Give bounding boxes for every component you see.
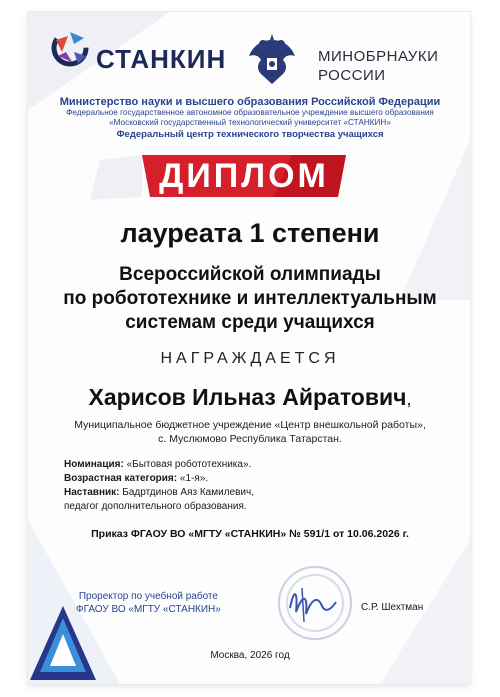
order-reference: Приказ ФГАОУ ВО «МГТУ «СТАНКИН» № 591/1 от 10.06.2026 г. [91, 528, 409, 540]
diploma-title: ДИПЛОМ [159, 157, 329, 195]
award-details [64, 458, 254, 514]
ministry-short-name: МИНОБРНАУКИ РОССИИ [318, 48, 439, 84]
school-info: Муниципальное бюджетное учреждение «Центр внешкольной работы», с. Муслюмово Республика Татарстан. [74, 419, 426, 445]
recipient-name: Харисов Ильназ Айратович, [88, 384, 412, 410]
ministry-name: Министерство науки и высшего образования Российской Федерации [59, 96, 441, 108]
organization-block [40, 96, 460, 140]
handwritten-signature [282, 578, 342, 628]
signatory-name: С.Р. Шехтман [361, 602, 424, 613]
degree-title: лауреата 1 степени [120, 218, 380, 248]
stankin-logo-icon [48, 22, 96, 70]
diploma-banner [142, 155, 346, 197]
city-and-year: Москва, 2026 год [210, 650, 290, 661]
coat-of-arms-icon [243, 30, 301, 88]
stankin-logo-text: СТАНКИН [96, 44, 227, 74]
age-category-line: Возрастная категория: «1-я». [64, 473, 209, 484]
mentor-position: педагог дополнительного образования. [64, 501, 247, 512]
triangle-logo-icon [28, 604, 98, 684]
awarded-label: НАГРАЖДАЕТСЯ [160, 350, 340, 367]
center-name: Федеральный центр технического творчества учащихся [116, 129, 384, 140]
university-line-1: Федеральное государственное автономное образовательное учреждение высшего образования [66, 108, 434, 117]
olympiad-name: Всероссийской олимпиады по робототехнике и интеллектуальным системам среди учащихся [63, 264, 437, 333]
nomination-line: Номинация: «Бытовая робототехника». [64, 459, 252, 470]
university-line-2: «Московский государственный технологический университет «СТАНКИН» [109, 118, 391, 127]
signatory-title: Проректор по учебной работе ФГАОУ ВО «МГТУ «СТАНКИН» [76, 591, 221, 615]
mentor-line: Наставник: Бадртдинов Аяз Камилевич, [64, 487, 254, 498]
